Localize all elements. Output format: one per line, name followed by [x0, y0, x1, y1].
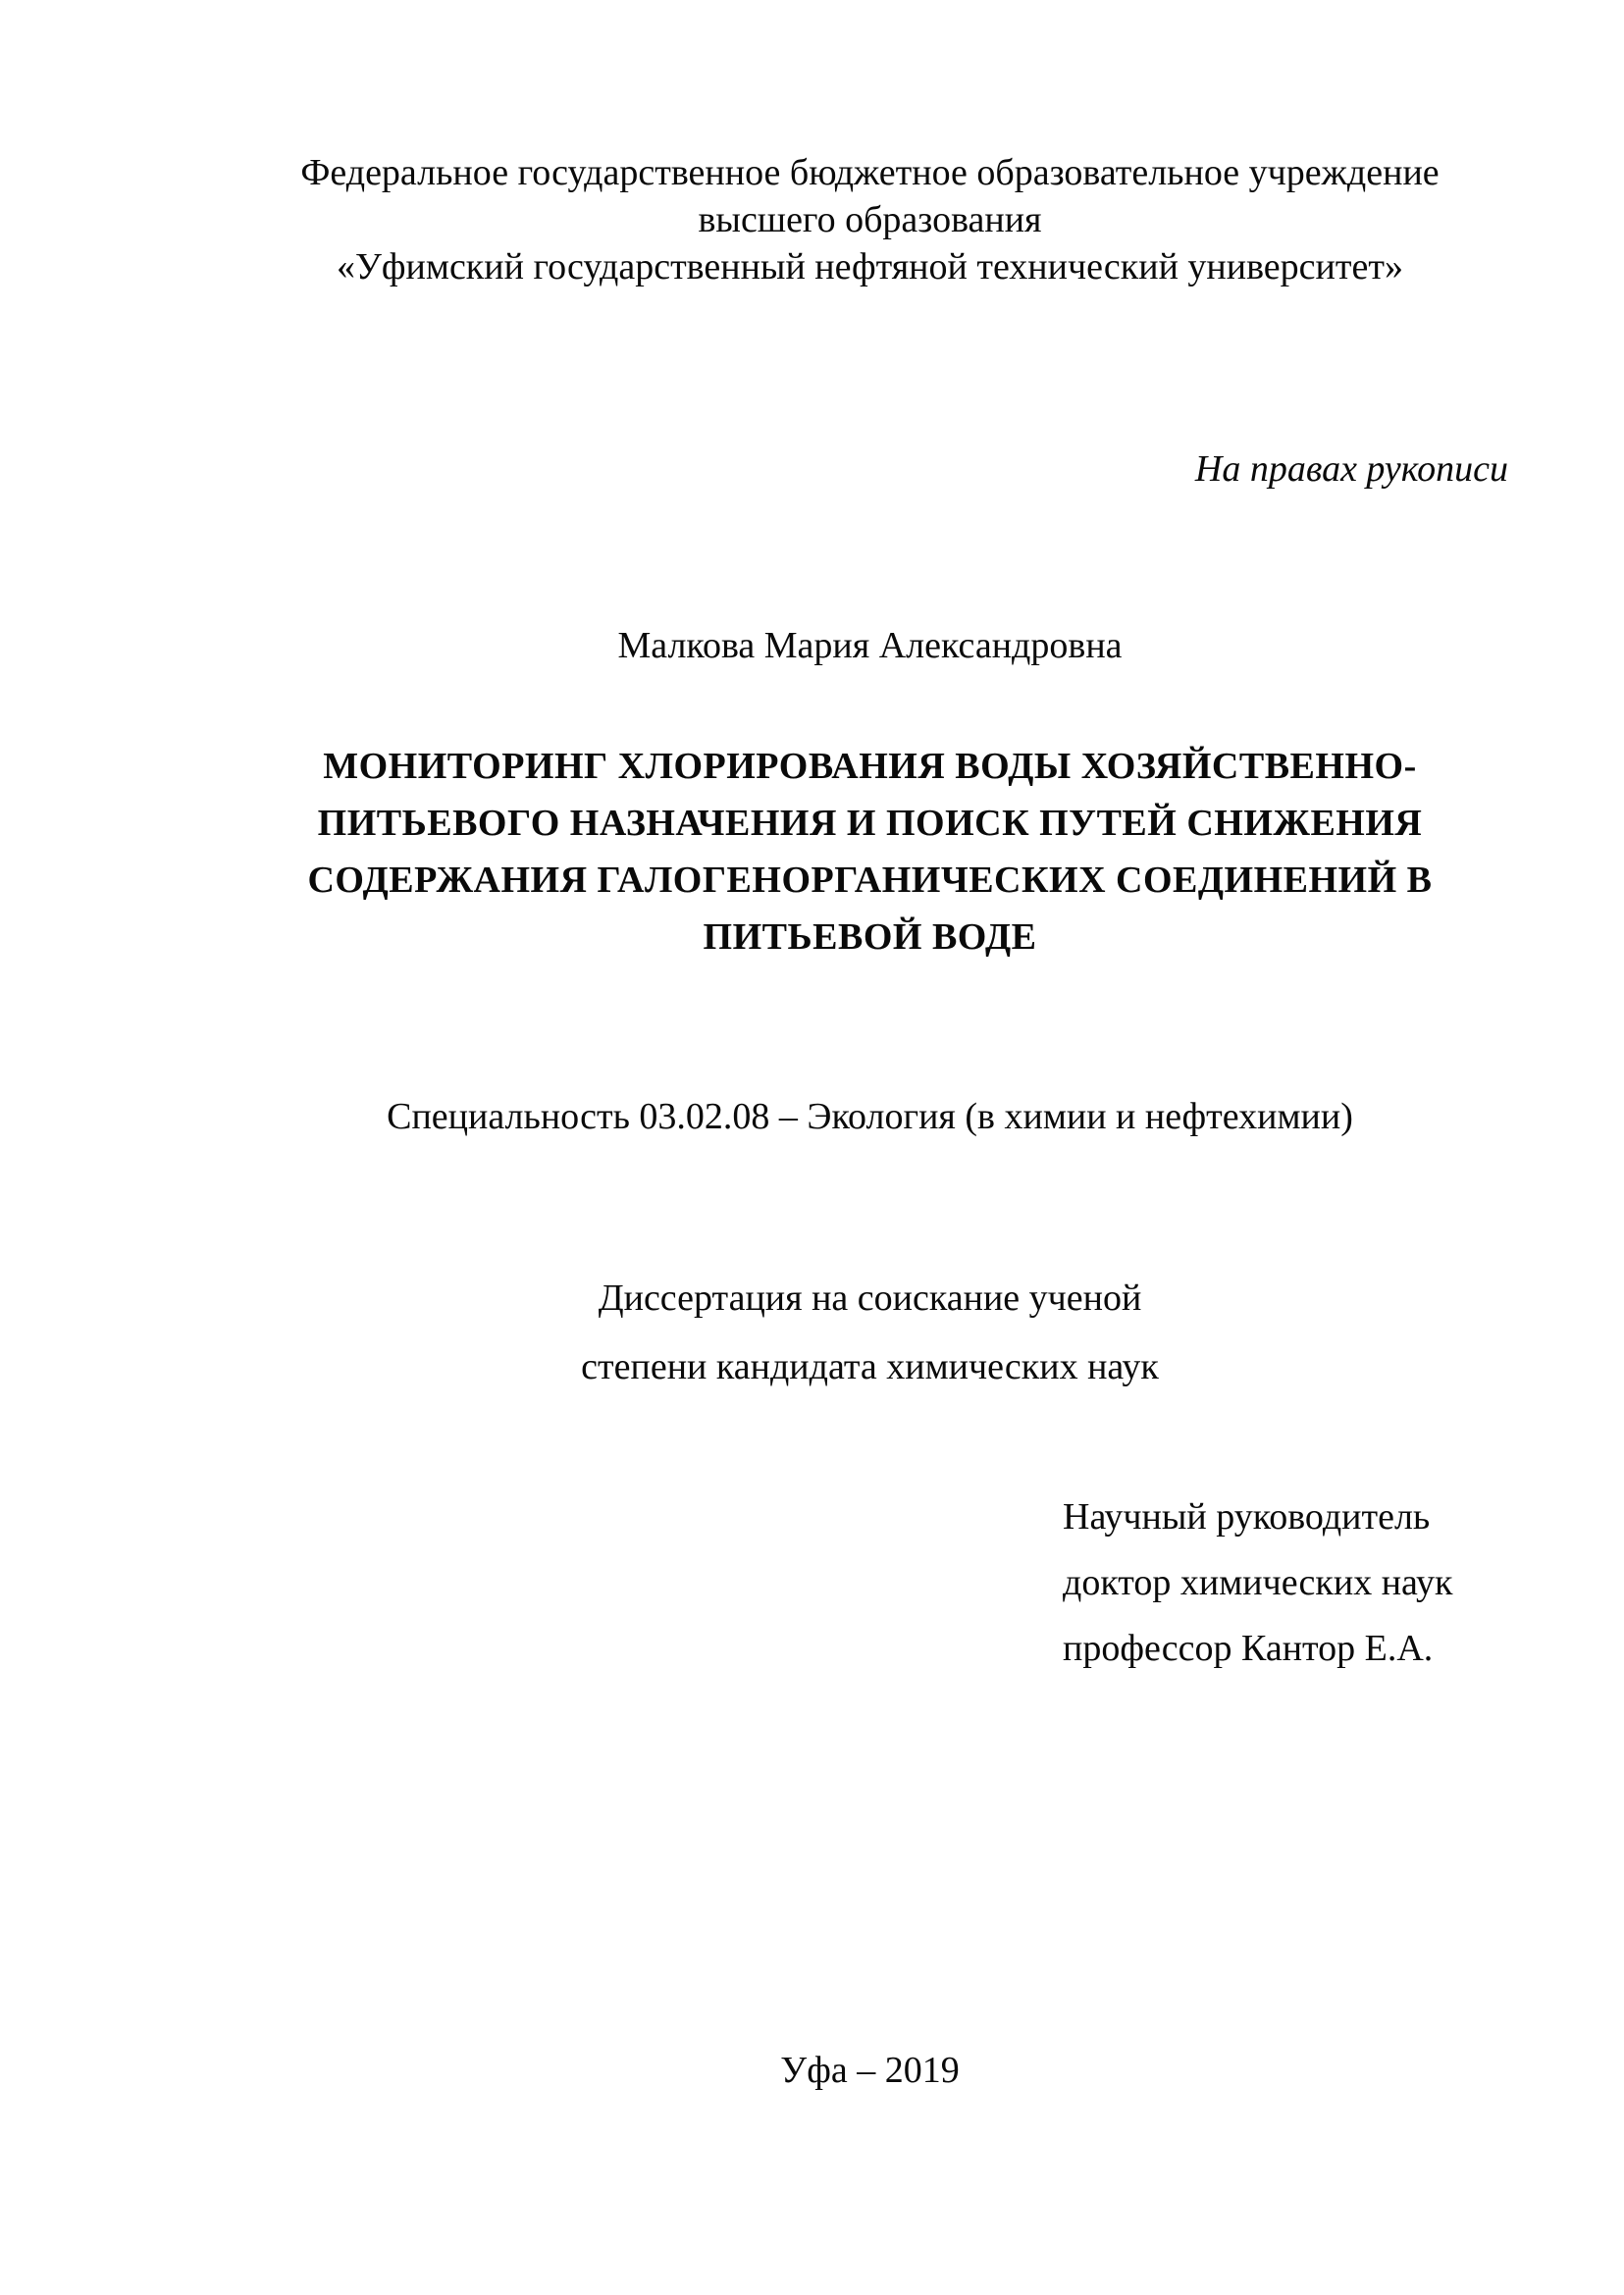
- author-name: Малкова Мария Александровна: [617, 625, 1123, 666]
- title-line-1: МОНИТОРИНГ ХЛОРИРОВАНИЯ ВОДЫ ХОЗЯЙСТВЕННО-: [323, 746, 1417, 787]
- city-year: Уфа – 2019: [780, 2050, 960, 2091]
- institution-block: [232, 149, 1508, 290]
- title-line-2: ПИТЬЕВОГО НАЗНАЧЕНИЯ И ПОИСК ПУТЕЙ СНИЖЕНИЯ: [317, 803, 1423, 844]
- institution-line-3: «Уфимский государственный нефтяной технический университет»: [337, 246, 1403, 287]
- institution-line-1: Федеральное государственное бюджетное образовательное учреждение: [300, 152, 1440, 193]
- manuscript-rights-note: На правах рукописи: [1194, 448, 1508, 490]
- thesis-type-block: [232, 1264, 1508, 1401]
- supervisor-name-line: профессор Кантор Е.А.: [1063, 1628, 1434, 1669]
- specialty-line: Специальность 03.02.08 – Экология (в химии и нефтехимии): [387, 1096, 1353, 1137]
- thesis-type-line-1: Диссертация на соискание ученой: [598, 1278, 1142, 1319]
- institution-line-2: высшего образования: [698, 199, 1042, 240]
- thesis-type-line-2: степени кандидата химических наук: [581, 1346, 1159, 1387]
- supervisor-block: [1063, 1485, 1508, 1682]
- title-line-4: ПИТЬЕВОЙ ВОДЕ: [703, 916, 1037, 958]
- supervisor-degree-line: доктор химических наук: [1063, 1562, 1453, 1603]
- dissertation-title: [232, 738, 1508, 965]
- title-line-3: СОДЕРЖАНИЯ ГАЛОГЕНОРГАНИЧЕСКИХ СОЕДИНЕНИЙ В: [307, 860, 1433, 901]
- supervisor-role-line: Научный руководитель: [1063, 1496, 1431, 1538]
